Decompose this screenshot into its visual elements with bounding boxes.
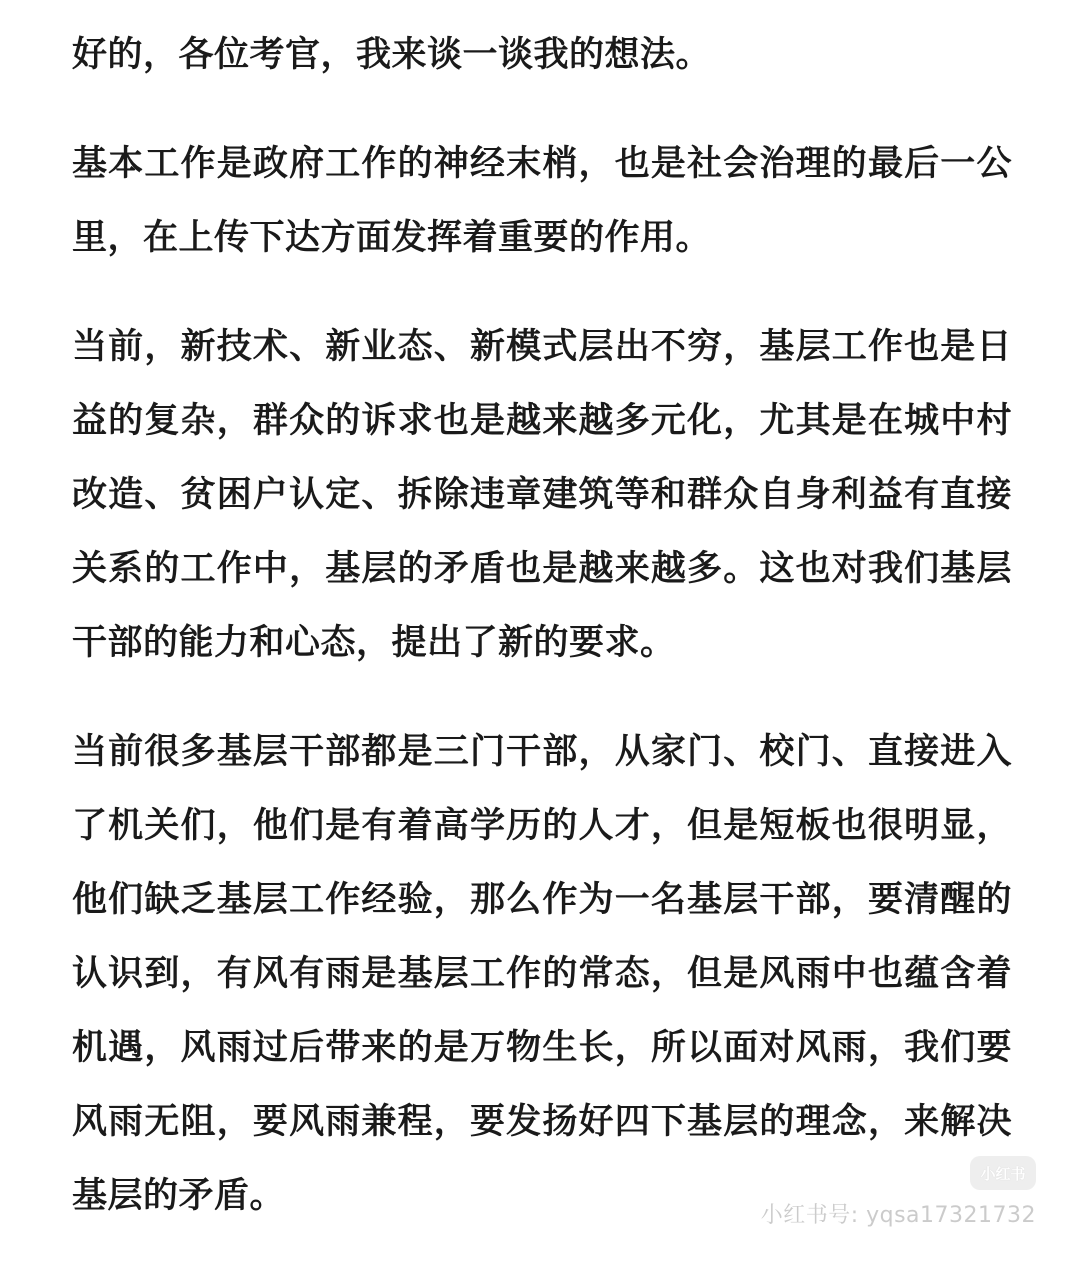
paragraph-role: 基本工作是政府工作的神经末梢，也是社会治理的最后一公里，在上传下达方面发挥着重要的作用。 (72, 144, 1012, 258)
paragraph-current-situation: 当前，新技术、新业态、新模式层出不穷，基层工作也是日益的复杂，群众的诉求也是越来越多元化，尤其是在城中村改造、贫困户认定、拆除违章建筑等和群众自身利益有直接关系的工作中，基层的矛盾也是越来越多。这也对我们基层干部的能力和心态，提出了新的要求。 (72, 327, 1012, 663)
paragraph-opening: 好的，各位考官，我来谈一谈我的想法。 (72, 35, 712, 75)
watermark-account-id: 小红书号: yqsa17321732 (760, 1203, 1036, 1228)
article-body (72, 18, 1012, 1268)
watermark-logo: 小红书 (970, 1156, 1036, 1190)
paragraph-cadres: 当前很多基层干部都是三门干部，从家门、校门、直接进入了机关们，他们是有着高学历的人才，但是短板也很明显，他们缺乏基层工作经验，那么作为一名基层干部，要清醒的认识到，有风有雨是基层工作的常态，但是风雨中也蕴含着机遇，风雨过后带来的是万物生长，所以面对风雨，我们要风雨无阻，要风雨兼程，要发扬好四下基层的理念，来解决基层的矛盾。 (72, 732, 1012, 1216)
